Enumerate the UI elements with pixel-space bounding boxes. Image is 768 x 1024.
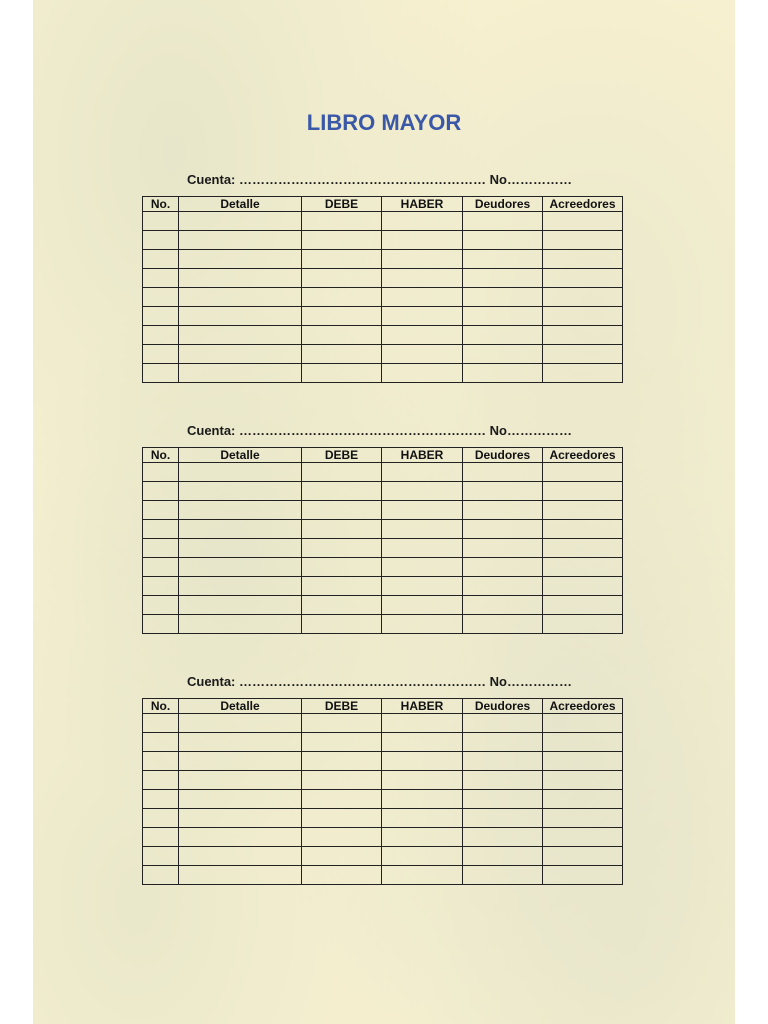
table-row [143,501,623,520]
cuenta-line: Cuenta: ………………………………………………… No…………… [187,423,572,438]
cell-deudores [463,809,543,828]
cell-no [143,558,179,577]
cell-debe [302,577,382,596]
table-row [143,733,623,752]
cell-acreedores [543,828,623,847]
ledger-table [142,698,623,885]
table-row [143,520,623,539]
cell-haber [382,231,463,250]
cell-detalle [179,847,302,866]
cell-deudores [463,326,543,345]
cell-haber [382,212,463,231]
cell-acreedores [543,714,623,733]
cell-haber [382,250,463,269]
cell-acreedores [543,809,623,828]
cell-no [143,501,179,520]
cell-deudores [463,288,543,307]
cell-deudores [463,231,543,250]
cell-no [143,212,179,231]
table-row [143,463,623,482]
table-row [143,790,623,809]
cell-acreedores [543,345,623,364]
cell-acreedores [543,847,623,866]
table-row [143,615,623,634]
cell-no [143,326,179,345]
cell-haber [382,790,463,809]
table-row [143,714,623,733]
col-header-debe: DEBE [302,197,382,212]
table-row [143,752,623,771]
cell-detalle [179,307,302,326]
cell-debe [302,307,382,326]
cell-deudores [463,463,543,482]
cell-no [143,752,179,771]
col-header-haber: HABER [382,448,463,463]
cell-debe [302,714,382,733]
cell-debe [302,501,382,520]
cell-no [143,364,179,383]
cell-debe [302,269,382,288]
cell-detalle [179,558,302,577]
cell-haber [382,615,463,634]
cell-deudores [463,714,543,733]
cell-debe [302,212,382,231]
cell-haber [382,539,463,558]
cell-acreedores [543,482,623,501]
cell-detalle [179,733,302,752]
cell-debe [302,250,382,269]
cell-debe [302,482,382,501]
cell-debe [302,345,382,364]
cell-detalle [179,809,302,828]
cell-acreedores [543,558,623,577]
cell-haber [382,733,463,752]
cell-acreedores [543,250,623,269]
cell-debe [302,288,382,307]
cell-deudores [463,752,543,771]
cell-no [143,615,179,634]
cell-debe [302,752,382,771]
table-row [143,288,623,307]
cell-haber [382,771,463,790]
cell-debe [302,790,382,809]
cell-detalle [179,790,302,809]
col-header-debe: DEBE [302,699,382,714]
table-row [143,558,623,577]
cell-deudores [463,828,543,847]
cell-deudores [463,501,543,520]
cell-haber [382,482,463,501]
cell-acreedores [543,212,623,231]
cell-debe [302,866,382,885]
cell-no [143,539,179,558]
cell-haber [382,326,463,345]
col-header-haber: HABER [382,699,463,714]
cell-debe [302,539,382,558]
cell-debe [302,596,382,615]
col-header-acreedores: Acreedores [543,699,623,714]
cell-acreedores [543,596,623,615]
table-row [143,771,623,790]
cell-no [143,771,179,790]
cell-acreedores [543,771,623,790]
cell-acreedores [543,615,623,634]
cell-acreedores [543,463,623,482]
cell-debe [302,828,382,847]
cell-deudores [463,520,543,539]
cell-detalle [179,771,302,790]
cell-detalle [179,615,302,634]
cell-haber [382,847,463,866]
cell-detalle [179,345,302,364]
cell-haber [382,345,463,364]
cell-no [143,520,179,539]
table-row [143,326,623,345]
cell-deudores [463,307,543,326]
cell-deudores [463,615,543,634]
col-header-deudores: Deudores [463,448,543,463]
cell-no [143,733,179,752]
cell-haber [382,307,463,326]
table-row [143,866,623,885]
cell-acreedores [543,520,623,539]
cell-debe [302,326,382,345]
cell-deudores [463,790,543,809]
cell-deudores [463,345,543,364]
table-row [143,212,623,231]
cell-debe [302,558,382,577]
cell-acreedores [543,326,623,345]
cell-haber [382,577,463,596]
table-header-row [143,699,623,714]
table-header-row [143,448,623,463]
table-row [143,345,623,364]
col-header-detalle: Detalle [179,197,302,212]
table-row [143,250,623,269]
cell-acreedores [543,539,623,558]
cuenta-line: Cuenta: ………………………………………………… No…………… [187,172,572,187]
cell-haber [382,501,463,520]
cell-debe [302,809,382,828]
cell-deudores [463,847,543,866]
cell-detalle [179,828,302,847]
cell-no [143,577,179,596]
cell-acreedores [543,269,623,288]
cell-detalle [179,269,302,288]
col-header-no: No. [143,699,179,714]
cell-deudores [463,577,543,596]
cell-detalle [179,752,302,771]
cell-haber [382,828,463,847]
col-header-deudores: Deudores [463,197,543,212]
table-row [143,364,623,383]
cell-deudores [463,539,543,558]
cell-debe [302,733,382,752]
ledger-table [142,196,623,383]
cell-haber [382,596,463,615]
cell-debe [302,847,382,866]
col-header-debe: DEBE [302,448,382,463]
cell-detalle [179,501,302,520]
cell-acreedores [543,866,623,885]
cell-deudores [463,212,543,231]
table-header-row [143,197,623,212]
table-row [143,539,623,558]
cell-acreedores [543,733,623,752]
col-header-no: No. [143,197,179,212]
cell-no [143,250,179,269]
col-header-no: No. [143,448,179,463]
table-row [143,231,623,250]
cell-haber [382,520,463,539]
cell-debe [302,615,382,634]
cell-detalle [179,288,302,307]
table-row [143,809,623,828]
cell-no [143,288,179,307]
cell-haber [382,714,463,733]
cell-acreedores [543,577,623,596]
cell-no [143,714,179,733]
cell-detalle [179,212,302,231]
cell-debe [302,520,382,539]
cell-deudores [463,250,543,269]
cell-detalle [179,577,302,596]
cell-no [143,463,179,482]
cell-acreedores [543,501,623,520]
cell-no [143,790,179,809]
cell-acreedores [543,307,623,326]
cell-haber [382,364,463,383]
cell-no [143,231,179,250]
cell-deudores [463,269,543,288]
cell-detalle [179,250,302,269]
col-header-deudores: Deudores [463,699,543,714]
cell-detalle [179,714,302,733]
table-row [143,828,623,847]
col-header-acreedores: Acreedores [543,448,623,463]
cell-deudores [463,733,543,752]
cell-deudores [463,364,543,383]
table-row [143,847,623,866]
cell-acreedores [543,364,623,383]
cell-detalle [179,231,302,250]
cell-haber [382,288,463,307]
cell-detalle [179,463,302,482]
cell-haber [382,269,463,288]
cuenta-line: Cuenta: ………………………………………………… No…………… [187,674,572,689]
cell-deudores [463,558,543,577]
cell-debe [302,463,382,482]
cell-acreedores [543,231,623,250]
table-row [143,482,623,501]
cell-no [143,809,179,828]
cell-detalle [179,482,302,501]
ledger-table [142,447,623,634]
table-row [143,307,623,326]
cell-debe [302,364,382,383]
cell-detalle [179,866,302,885]
page-title: LIBRO MAYOR [306,110,462,135]
cell-deudores [463,771,543,790]
cell-deudores [463,482,543,501]
cell-haber [382,752,463,771]
col-header-acreedores: Acreedores [543,197,623,212]
cell-no [143,482,179,501]
cell-haber [382,866,463,885]
cell-haber [382,463,463,482]
table-row [143,269,623,288]
cell-haber [382,558,463,577]
cell-detalle [179,364,302,383]
cell-haber [382,809,463,828]
cell-no [143,866,179,885]
cell-debe [302,231,382,250]
cell-no [143,596,179,615]
cell-no [143,345,179,364]
col-header-detalle: Detalle [179,699,302,714]
cell-no [143,307,179,326]
table-row [143,577,623,596]
table-row [143,596,623,615]
cell-deudores [463,596,543,615]
cell-no [143,828,179,847]
cell-detalle [179,520,302,539]
col-header-detalle: Detalle [179,448,302,463]
cell-debe [302,771,382,790]
col-header-haber: HABER [382,197,463,212]
cell-acreedores [543,790,623,809]
cell-no [143,269,179,288]
cell-deudores [463,866,543,885]
cell-detalle [179,596,302,615]
cell-no [143,847,179,866]
cell-acreedores [543,288,623,307]
cell-detalle [179,539,302,558]
cell-detalle [179,326,302,345]
cell-acreedores [543,752,623,771]
